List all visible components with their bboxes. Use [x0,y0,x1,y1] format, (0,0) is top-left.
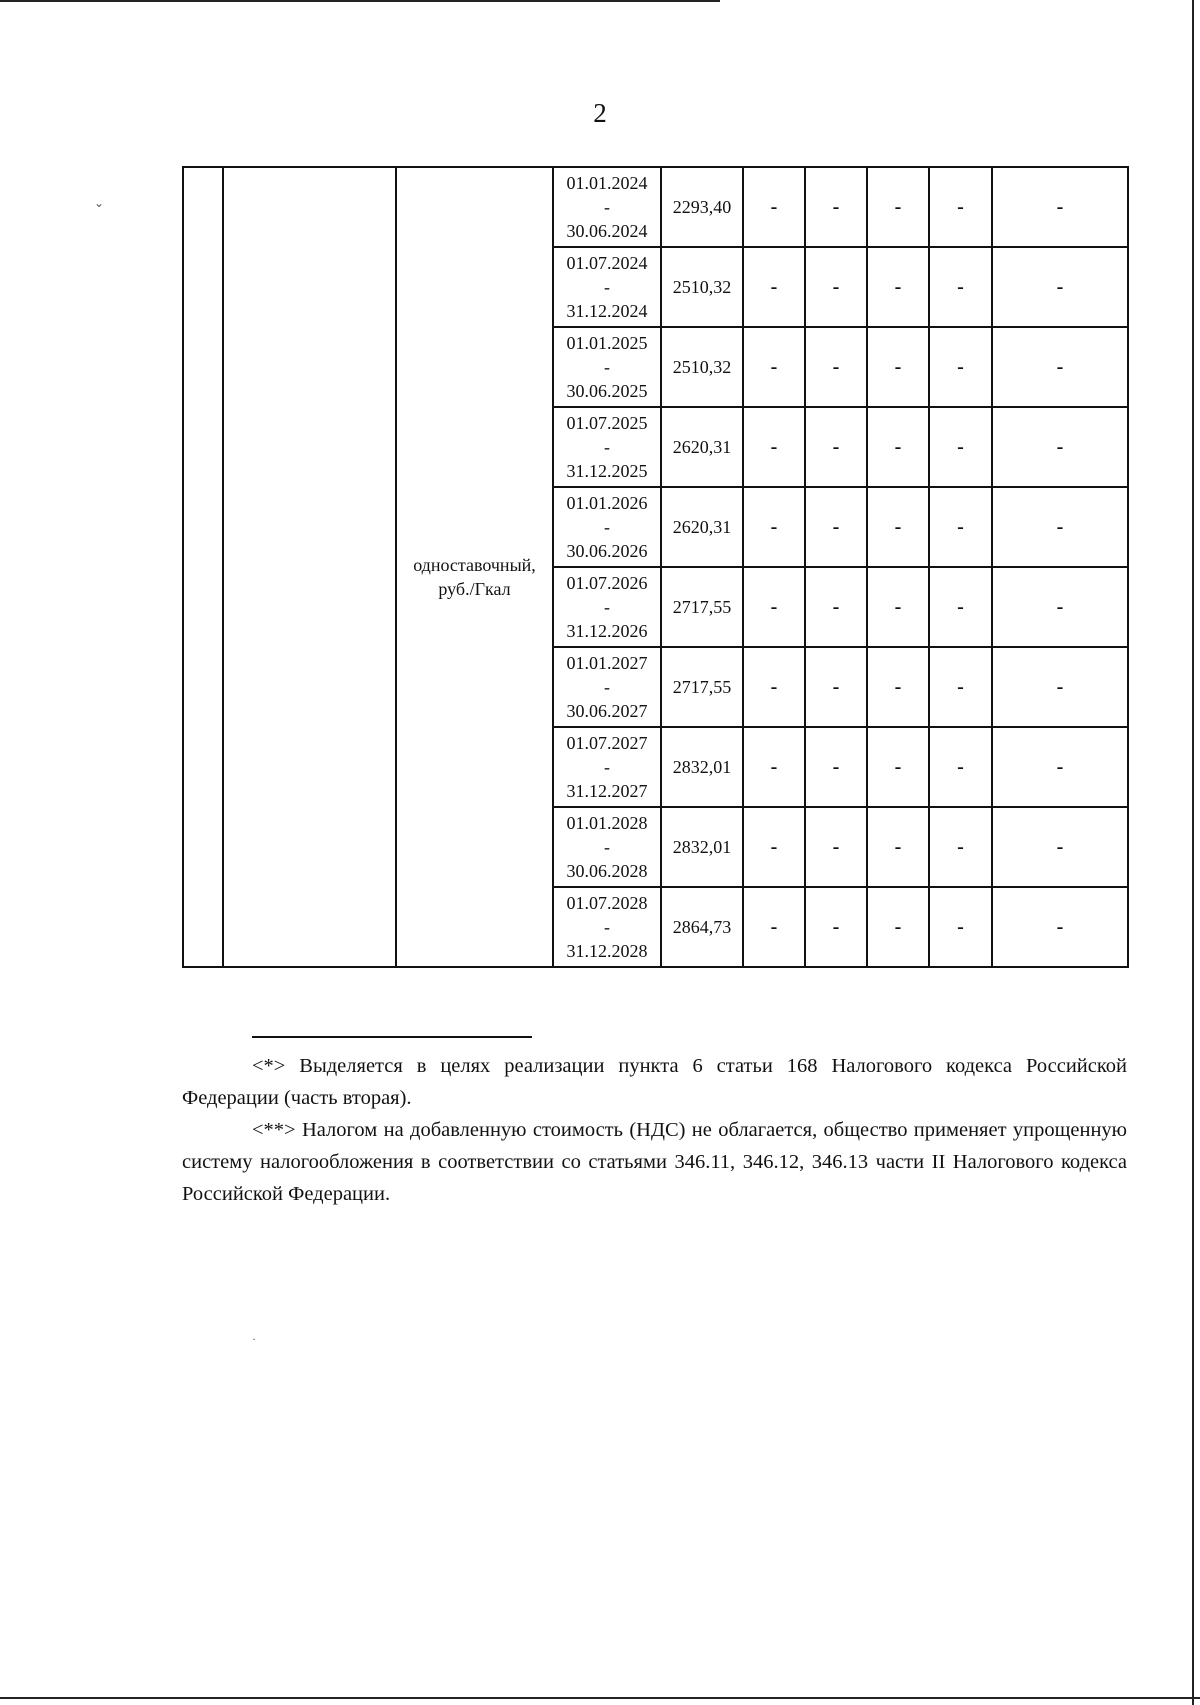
period-start: 01.07.2027 [566,733,648,753]
empty-value-cell: - [743,887,805,967]
period-cell [553,727,661,807]
tariff-value-cell: 2832,01 [661,727,743,807]
organization-cell [223,167,396,967]
period-end: 30.06.2025 [566,381,648,401]
tariff-value-cell: 2293,40 [661,167,743,247]
empty-value-cell: - [743,327,805,407]
empty-value-cell: - [867,887,929,967]
empty-value-cell: - [929,487,992,567]
period-end: 31.12.2027 [566,781,648,801]
empty-value-cell: - [992,567,1128,647]
empty-value-cell: - [992,807,1128,887]
period-cell [553,887,661,967]
empty-value-cell: - [805,327,867,407]
empty-value-cell: - [867,167,929,247]
period-end: 30.06.2028 [566,861,648,881]
period-cell [553,167,661,247]
empty-value-cell: - [992,167,1128,247]
empty-value-cell: - [992,327,1128,407]
empty-value-cell: - [929,327,992,407]
period-cell [553,807,661,887]
empty-value-cell: - [867,327,929,407]
empty-value-cell: - [992,487,1128,567]
period-sep: - [604,757,610,777]
period-cell [553,407,661,487]
period-cell [553,647,661,727]
period-sep: - [604,277,610,297]
table-row [183,167,1128,247]
empty-value-cell: - [805,487,867,567]
tariff-type-cell: одноставочный, руб./Гкал [396,167,553,967]
period-end: 31.12.2024 [566,301,648,321]
period-sep: - [604,837,610,857]
empty-value-cell: - [867,567,929,647]
period-cell [553,247,661,327]
tariff-table [182,166,1129,968]
empty-value-cell: - [867,807,929,887]
empty-value-cell: - [992,407,1128,487]
period-end: 31.12.2028 [566,941,648,961]
empty-value-cell: - [805,167,867,247]
page-number: 2 [593,98,607,128]
empty-value-cell: - [743,247,805,327]
period-start: 01.01.2026 [566,493,648,513]
empty-value-cell: - [805,807,867,887]
period-start: 01.07.2028 [566,893,648,913]
empty-value-cell: - [929,647,992,727]
period-start: 01.01.2024 [566,173,648,193]
tariff-value-cell: 2864,73 [661,887,743,967]
footnote-separator [252,1036,532,1038]
empty-value-cell: - [929,407,992,487]
empty-value-cell: - [992,727,1128,807]
tariff-value-cell: 2510,32 [661,247,743,327]
period-cell [553,487,661,567]
empty-value-cell: - [929,567,992,647]
period-start: 01.07.2025 [566,413,648,433]
empty-value-cell: - [743,487,805,567]
scan-speck: ⌄ [94,196,105,210]
period-end: 30.06.2026 [566,541,648,561]
scan-speck: · [252,1332,256,1346]
scan-border-top [0,0,720,2]
period-end: 30.06.2027 [566,701,648,721]
empty-value-cell: - [867,487,929,567]
scan-border-bottom [0,1697,1200,1699]
tariff-value-cell: 2717,55 [661,647,743,727]
empty-value-cell: - [743,167,805,247]
empty-value-cell: - [992,247,1128,327]
period-sep: - [604,197,610,217]
empty-value-cell: - [805,887,867,967]
empty-value-cell: - [929,247,992,327]
empty-value-cell: - [929,807,992,887]
period-sep: - [604,917,610,937]
footnote-vat-allocation: <*> Выделяется в целях реализации пункта 6 статьи 168 Налогового кодекса Российской Федерации (часть вторая). [182,1055,1127,1109]
period-start: 01.01.2028 [566,813,648,833]
empty-value-cell: - [929,167,992,247]
empty-value-cell: - [805,247,867,327]
footnotes [182,1050,1127,1210]
empty-value-cell: - [867,727,929,807]
period-end: 30.06.2024 [566,221,648,241]
period-cell [553,327,661,407]
period-sep: - [604,517,610,537]
scan-border-right [1192,0,1194,1705]
empty-value-cell: - [743,807,805,887]
tariff-value-cell: 2620,31 [661,487,743,567]
empty-value-cell: - [992,887,1128,967]
tariff-value-cell: 2832,01 [661,807,743,887]
empty-value-cell: - [929,887,992,967]
empty-value-cell: - [867,247,929,327]
footnote-vat-exemption: <**> Налогом на добавленную стоимость (НДС) не облагается, общество применяет упрощенную систему налогообложения в соответствии со статьями 346.11, 346.12, 346.13 части II Налогового кодекса Российской Федерации. [182,1119,1127,1205]
empty-value-cell: - [867,407,929,487]
empty-value-cell: - [992,647,1128,727]
tariff-value-cell: 2620,31 [661,407,743,487]
empty-value-cell: - [805,407,867,487]
empty-value-cell: - [743,567,805,647]
empty-value-cell: - [929,727,992,807]
period-end: 31.12.2025 [566,461,648,481]
empty-value-cell: - [805,727,867,807]
period-start: 01.07.2026 [566,573,648,593]
empty-value-cell: - [743,727,805,807]
period-start: 01.07.2024 [566,253,648,273]
period-sep: - [604,357,610,377]
period-sep: - [604,597,610,617]
period-sep: - [604,677,610,697]
period-start: 01.01.2025 [566,333,648,353]
period-cell [553,567,661,647]
row-number-cell [183,167,223,967]
empty-value-cell: - [805,647,867,727]
tariff-value-cell: 2717,55 [661,567,743,647]
period-start: 01.01.2027 [566,653,648,673]
tariff-value-cell: 2510,32 [661,327,743,407]
period-sep: - [604,437,610,457]
empty-value-cell: - [743,647,805,727]
empty-value-cell: - [743,407,805,487]
empty-value-cell: - [805,567,867,647]
empty-value-cell: - [867,647,929,727]
period-end: 31.12.2026 [566,621,648,641]
